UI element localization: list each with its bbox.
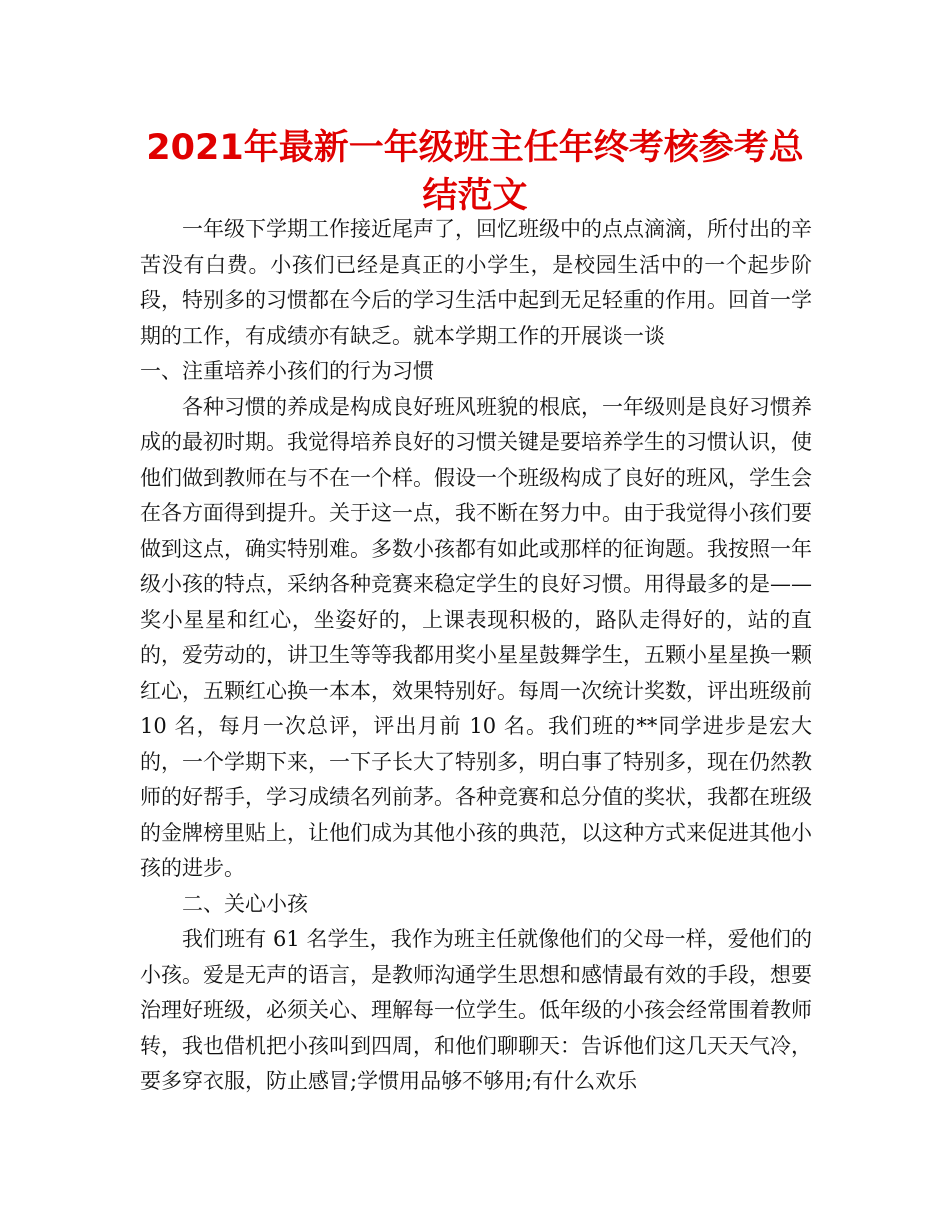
section-heading-habits: 一、注重培养小孩们的行为习惯	[140, 359, 434, 383]
paragraph-intro: 一年级下学期工作接近尾声了，回忆班级中的点点滴滴，所付出的辛苦没有白费。小孩们已经是真正的小学生，是校园生活中的一个起步阶段，特别多的习惯都在今后的学习生活中起到无足轻重的作用。回首一学期的工作，有成绩亦有缺乏。就本学期工作的开展谈一谈	[140, 217, 812, 348]
paragraph-habits: 各种习惯的养成是构成良好班风班貌的根底，一年级则是良好习惯养成的最初时期。我觉得培养良好的习惯关键是要培养学生的习惯认识，使他们做到教师在与不在一个样。假设一个班级构成了良好的班风，学生会在各方面得到提升。关于这一点，我不断在努力中。由于我觉得小孩们要做到这点，确实特别难。多数小孩都有如此或那样的征询题。我按照一年级小孩的特点，采纳各种竞赛来稳定学生的良好习惯。用得最多的是——奖小星星和红心，坐姿好的，上课表现积极的，路队走得好的，站的直的，爱劳动的，讲卫生等等我都用奖小星星鼓舞学生，五颗小星星换一颗红心，五颗红心换一本本，效果特别好。每周一次统计奖数，评出班级前 10 名，每月一次总评，评出月前 10 名。我们班的**同学进步是宏大的，一个学期下来，一下子长大了特别多，明白事了特别多，现在仍然教师的好帮手，学习成绩名列前茅。各种竞赛和总分值的奖状，我都在班级的金牌榜里贴上，让他们成为其他小孩的典范，以这种方式来促进其他小孩的进步。	[140, 394, 812, 880]
document-body	[140, 212, 812, 1100]
document-title: 2021年最新一年级班主任年终考核参考总结范文	[146, 128, 804, 216]
paragraph-care: 我们班有 61 名学生，我作为班主任就像他们的父母一样，爱他们的小孩。爱是无声的语言，是教师沟通学生思想和感情最有效的手段，想要治理好班级，必须关心、理解每一位学生。低年级的小孩会经常围着教师转，我也借机把小孩叫到四周，和他们聊聊天：告诉他们这几天天气冷，要多穿衣服，防止感冒;学惯用品够不够用;有什么欢乐	[140, 927, 812, 1093]
section-heading-care: 二、关心小孩	[182, 891, 308, 916]
